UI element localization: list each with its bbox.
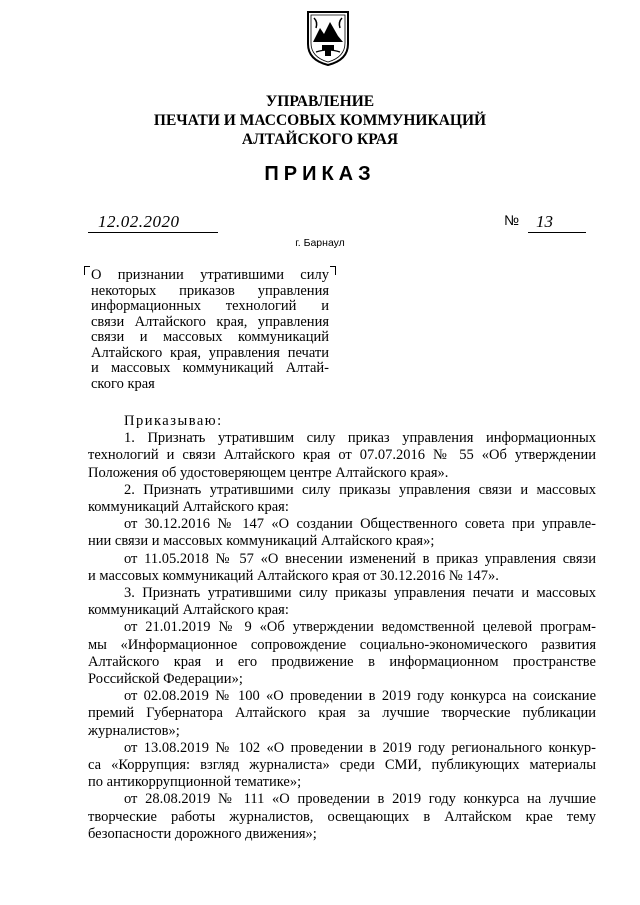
body-line: 2. Признать утратившими силу приказы управления связи и массовых [124, 481, 596, 498]
body-line: безопасности дорожного движения»; [88, 825, 317, 842]
number-value: 13 [536, 212, 553, 231]
body-line: от 02.08.2019 № 100 «О проведении в 2019 году конкурса на соискание [124, 688, 596, 705]
body-line: Положения об удостоверяющем центре Алтайского края». [88, 464, 449, 481]
body-line: от 11.05.2018 № 57 «О внесении изменений в приказ управления связи [124, 550, 596, 567]
subject-bracket-left [84, 266, 90, 275]
body-line: нии связи и массовых коммуникаций Алтайского края»; [88, 533, 435, 550]
number-field [528, 210, 586, 233]
subject-line: Алтайского края, управления печати [91, 344, 329, 361]
subject-bracket-right [330, 266, 336, 275]
body-line: 3. Признать утратившими силу приказы управления печати и массовых [124, 585, 596, 602]
subject-line: и массовых коммуникаций Алтай- [91, 360, 329, 376]
subject-line: О признании утратившими силу [91, 267, 329, 283]
body-line: са «Коррупция: взгляд журналиста» среди СМИ, публикующих материалы [88, 757, 596, 774]
org-line: ПЕЧАТИ И МАССОВЫХ КОММУНИКАЦИЙ [153, 112, 487, 129]
date-value: 12.02.2020 [98, 212, 180, 231]
subject-line: некоторых приказов управления [91, 282, 329, 299]
body-line: Алтайского края и его продвижение в информационном пространстве [88, 653, 596, 670]
subject-line: ского края [91, 375, 155, 392]
subject-line: связи Алтайского края, управления [91, 313, 329, 330]
date-field [88, 210, 218, 233]
subject-block [91, 268, 329, 392]
body-line: технологий и связи Алтайского края от 07.07.2016 № 55 «Об утверждении [88, 447, 596, 464]
body-line: и массовых коммуникаций Алтайского края от 30.12.2016 № 147». [88, 567, 499, 584]
body-line: премий Губернатора Алтайского края за лучшие творческие публикации [88, 705, 596, 722]
body-line: 1. Признать утратившим силу приказ управления информационных [124, 430, 596, 447]
body-line: коммуникаций Алтайского края: [88, 499, 289, 516]
city: г. Барнаул [295, 237, 345, 249]
body-line: Российской Федерации»; [88, 671, 243, 688]
org-line: УПРАВЛЕНИЕ [265, 93, 375, 110]
body-line: по антикоррупционной тематике»; [88, 774, 302, 791]
org-line: АЛТАЙСКОГО КРАЯ [241, 131, 399, 148]
subject-line: связи и массовых коммуникаций [91, 329, 329, 345]
organization-name [0, 92, 640, 149]
number-label: № [504, 212, 520, 228]
body-line: от 21.01.2019 № 9 «Об утверждении ведомственной целевой програм- [124, 619, 596, 636]
body-line: коммуникаций Алтайского края: [88, 602, 289, 619]
body-line: от 28.08.2019 № 111 «О проведении в 2019 году конкурса на лучшие [124, 791, 596, 808]
coat-of-arms-icon [304, 8, 352, 68]
body-line: мы «Информационное сопровождение социально-экономического развития [88, 636, 596, 653]
body-line: от 13.08.2019 № 102 «О проведении в 2019 году регионального конкур- [124, 739, 596, 756]
body-line: журналистов»; [88, 722, 180, 739]
subject-line: информационных технологий и [91, 298, 329, 314]
body-line: от 30.12.2016 № 147 «О создании Общественного совета при управле- [124, 516, 596, 533]
order-word: Приказываю: [124, 413, 223, 429]
document-type: ПРИКАЗ [264, 163, 376, 185]
document-body [88, 413, 596, 843]
body-line: творческие работы журналистов, освещающих в Алтайском крае тему [88, 808, 596, 825]
